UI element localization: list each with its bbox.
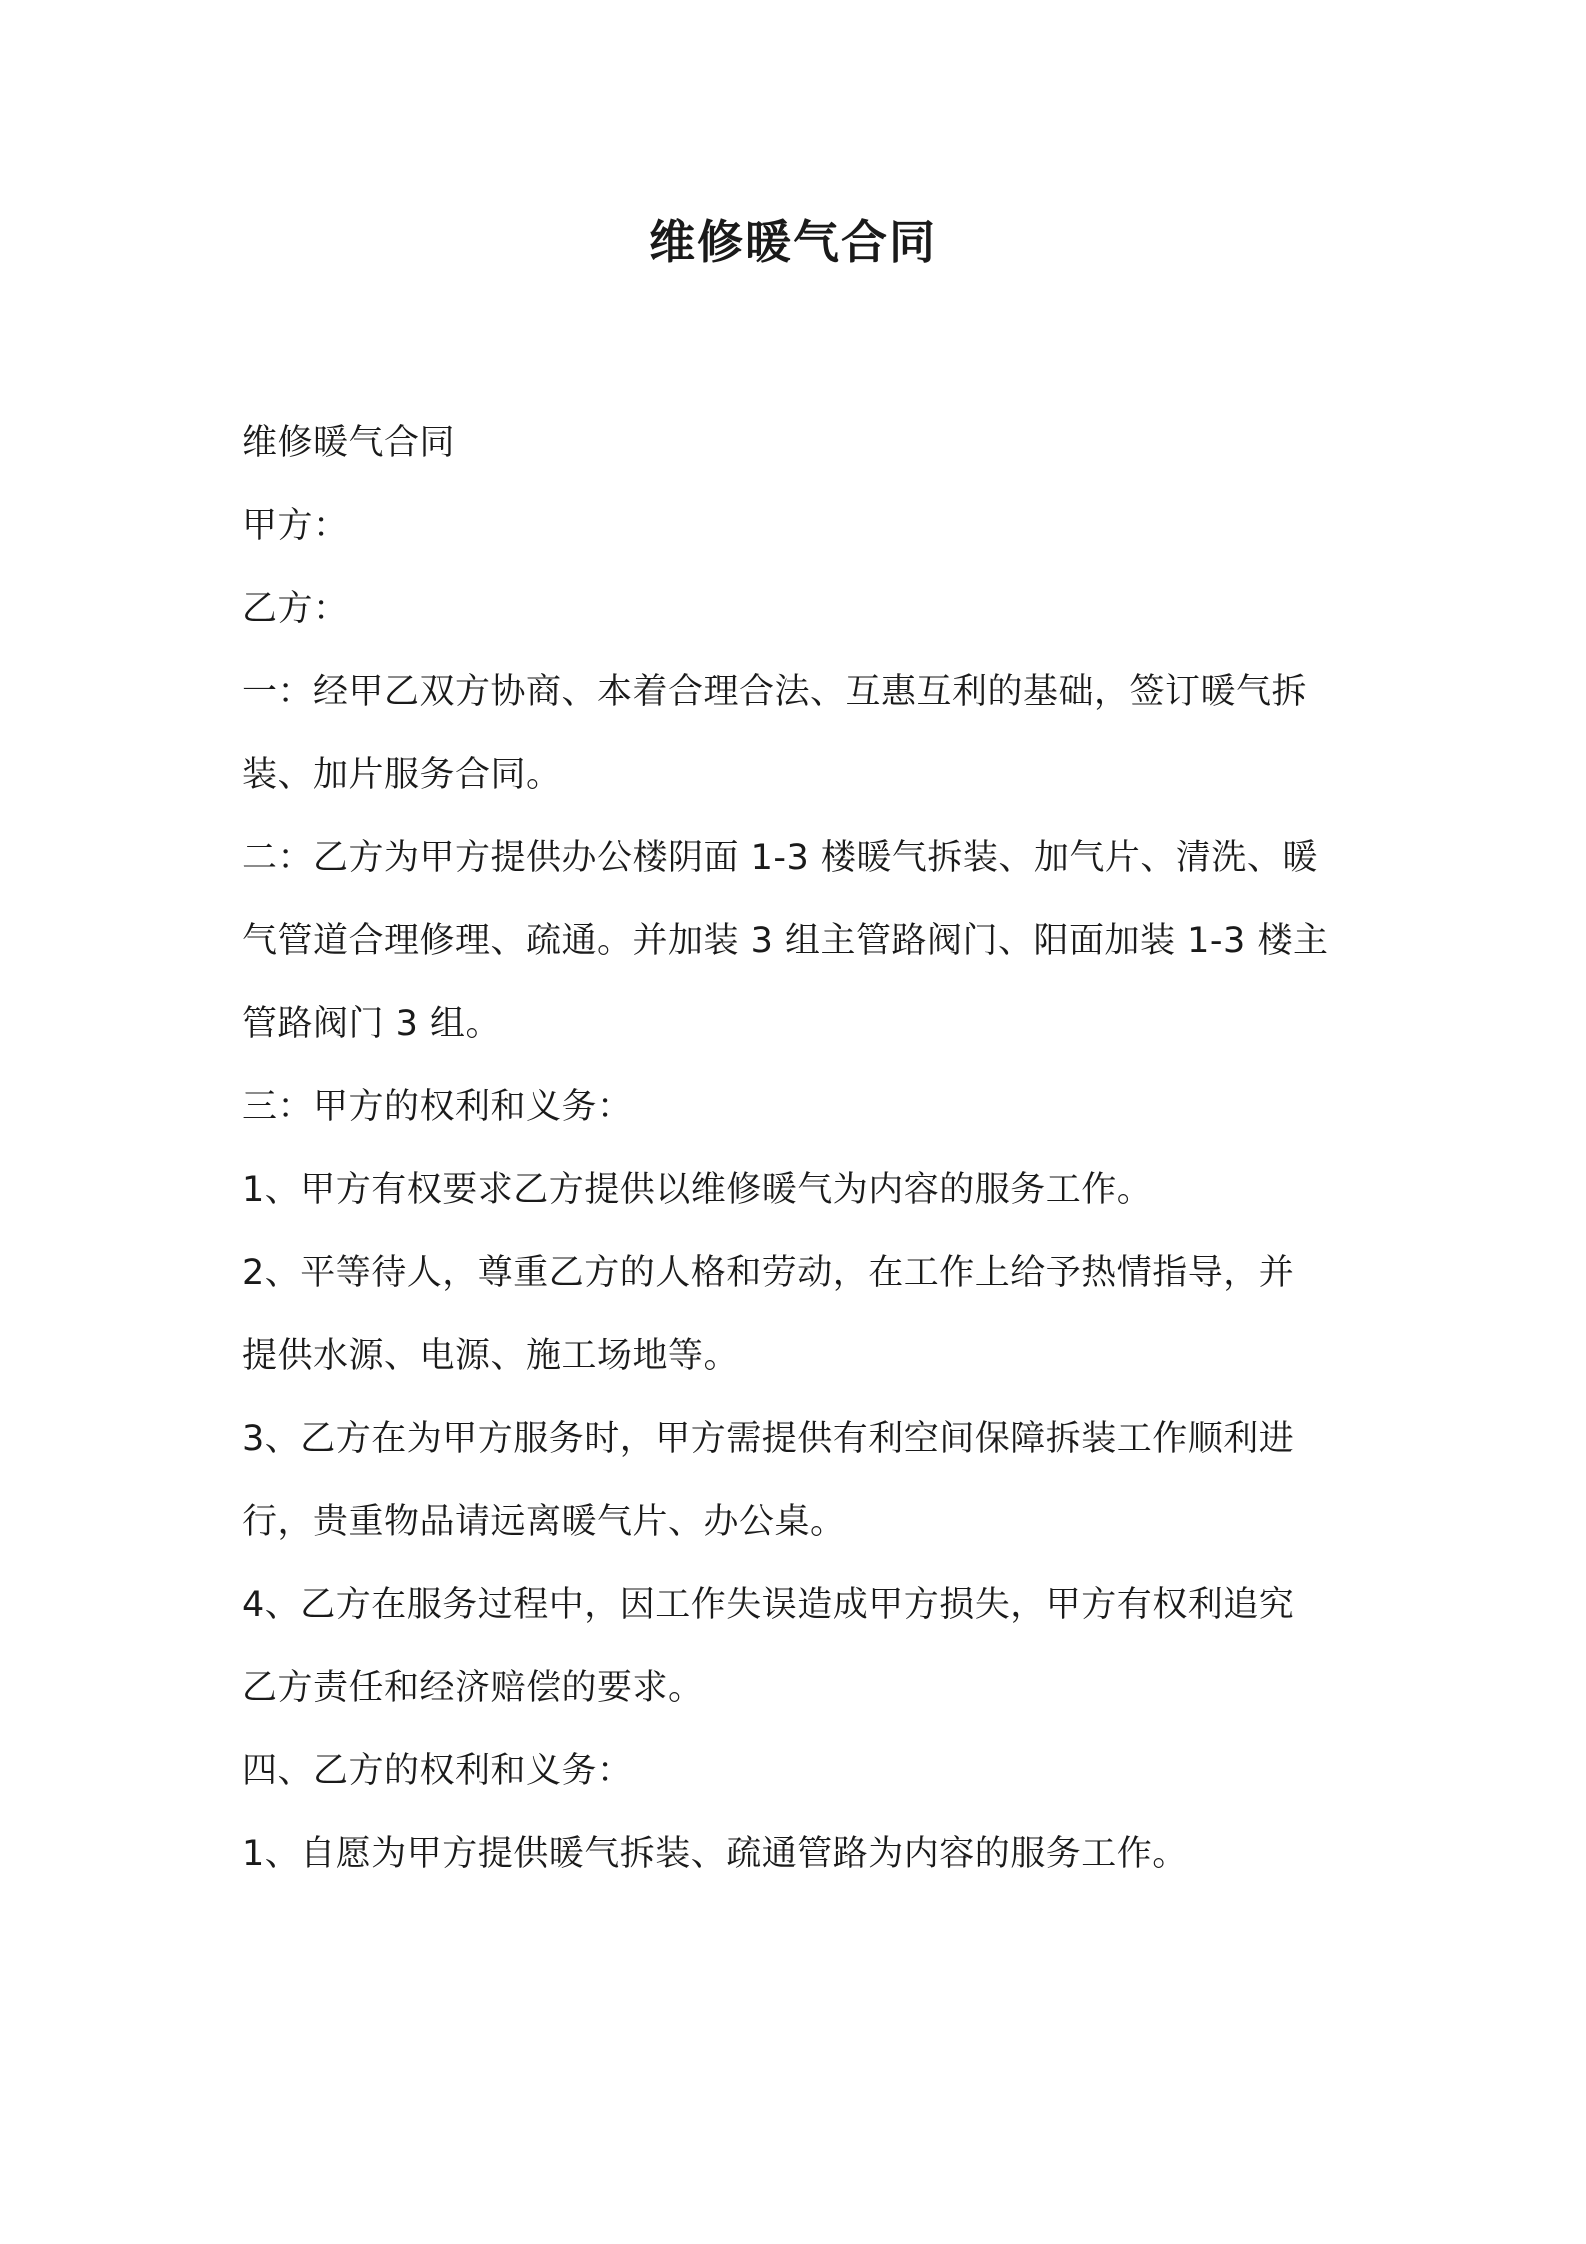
clause-3-item-3-line-2: 行，贵重物品请远离暖气片、办公桌。: [242, 1502, 846, 1542]
document-body: [242, 402, 1362, 1896]
clause-1-line-2: 装、加片服务合同。: [242, 755, 562, 795]
party-b-line: 乙方：: [242, 589, 349, 629]
party-a-line: 甲方：: [242, 506, 349, 546]
clause-3-item-2-line-1: 2、平等待人，尊重乙方的人格和劳动，在工作上给予热情指导，并: [242, 1253, 1295, 1293]
clause-3-item-2-line-2: 提供水源、电源、施工场地等。: [242, 1336, 740, 1376]
subtitle-line: 维修暖气合同: [242, 423, 456, 463]
document-title: 维修暖气合同: [649, 215, 937, 269]
clause-2-line-3: 管路阀门 3 组。: [242, 1004, 502, 1044]
clause-3-item-1: 1、甲方有权要求乙方提供以维修暖气为内容的服务工作。: [242, 1170, 1153, 1210]
clause-3-heading: 三：甲方的权利和义务：: [242, 1087, 633, 1127]
clause-2-line-1: 二：乙方为甲方提供办公楼阴面 1-3 楼暖气拆装、加气片、清洗、暖: [242, 838, 1318, 878]
clause-2-line-2: 气管道合理修理、疏通。并加装 3 组主管路阀门、阳面加装 1-3 楼主: [242, 921, 1329, 961]
clause-3-item-3-line-1: 3、乙方在为甲方服务时，甲方需提供有利空间保障拆装工作顺利进: [242, 1419, 1295, 1459]
clause-1-line-1: 一：经甲乙双方协商、本着合理合法、互惠互利的基础，签订暖气拆: [242, 672, 1308, 712]
clause-4-item-1: 1、自愿为甲方提供暖气拆装、疏通管路为内容的服务工作。: [242, 1834, 1188, 1874]
clause-4-heading: 四、乙方的权利和义务：: [242, 1751, 633, 1791]
clause-3-item-4-line-2: 乙方责任和经济赔偿的要求。: [242, 1668, 704, 1708]
clause-3-item-4-line-1: 4、乙方在服务过程中，因工作失误造成甲方损失，甲方有权利追究: [242, 1585, 1295, 1625]
